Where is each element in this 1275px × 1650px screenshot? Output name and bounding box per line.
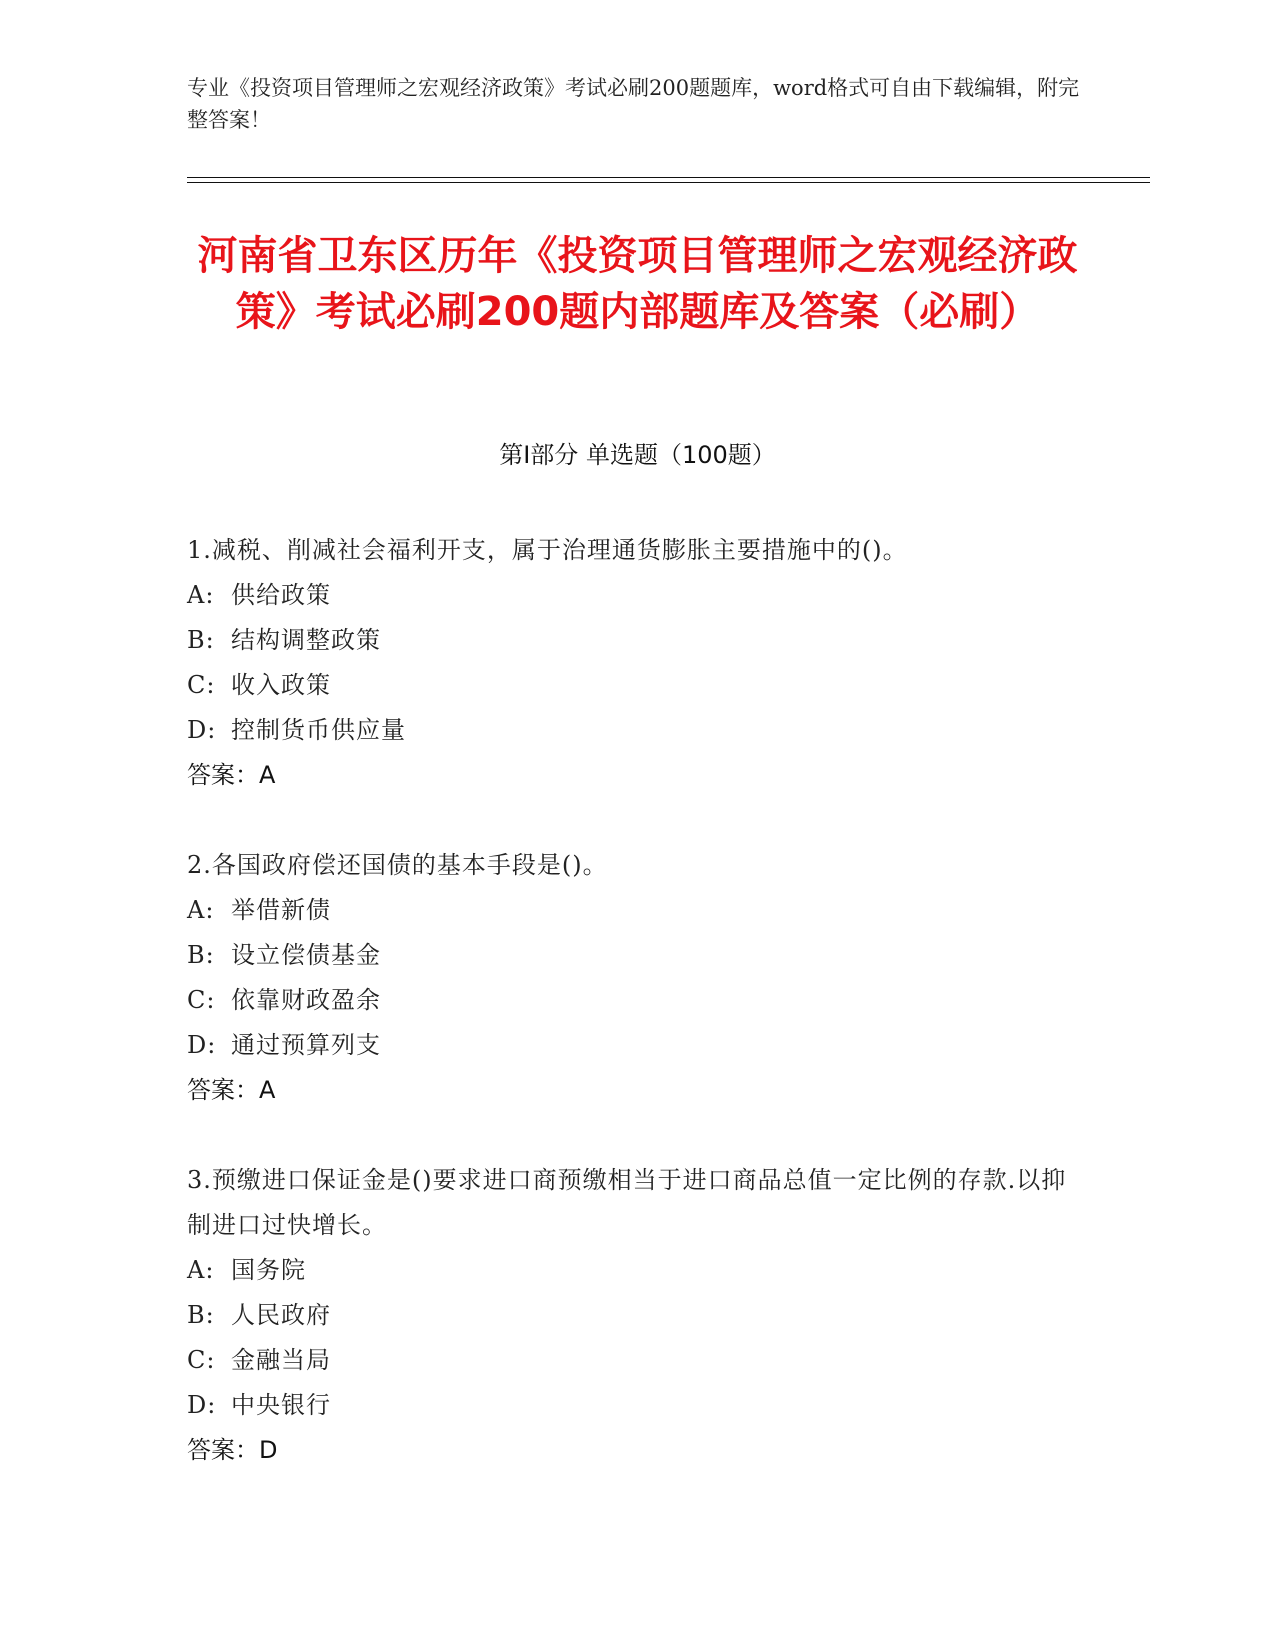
option-b xyxy=(187,933,1067,978)
question-stem: 2.各国政府偿还国债的基本手段是()。 xyxy=(187,851,608,879)
option-text: 通过预算列支 xyxy=(231,1031,381,1059)
option-key: C: xyxy=(187,986,216,1014)
option-key: B: xyxy=(187,626,215,654)
option-key: D: xyxy=(187,716,217,744)
option-d xyxy=(187,708,1067,753)
option-text: 结构调整政策 xyxy=(231,626,381,654)
option-text: 国务院 xyxy=(231,1256,306,1284)
answer: 答案：D xyxy=(187,1436,278,1464)
option-a xyxy=(187,1248,1067,1293)
option-key: B: xyxy=(187,1301,215,1329)
option-text: 供给政策 xyxy=(231,581,331,609)
option-c xyxy=(187,1338,1067,1383)
document-title: 河南省卫东区历年《投资项目管理师之宏观经济政策》考试必刷200题内部题库及答案（必刷） xyxy=(197,233,1078,335)
option-key: B: xyxy=(187,941,215,969)
option-text: 依靠财政盈余 xyxy=(231,986,381,1014)
option-text: 人民政府 xyxy=(231,1301,331,1329)
option-key: C: xyxy=(187,671,216,699)
option-key: D: xyxy=(187,1391,217,1419)
option-text: 金融当局 xyxy=(231,1346,331,1374)
question-3 xyxy=(187,1158,1067,1473)
option-text: 举借新债 xyxy=(231,896,331,924)
question-stem: 1.减税、削减社会福利开支，属于治理通货膨胀主要措施中的()。 xyxy=(187,536,908,564)
header-divider-secondary xyxy=(187,182,1150,183)
option-c xyxy=(187,978,1067,1023)
option-key: A: xyxy=(187,896,215,924)
header-note: 专业《投资项目管理师之宏观经济政策》考试必刷200题题库，word格式可自由下载编辑，附完整答案！ xyxy=(187,76,1080,132)
answer: 答案：A xyxy=(187,761,276,789)
option-key: D: xyxy=(187,1031,217,1059)
option-text: 收入政策 xyxy=(231,671,331,699)
question-stem: 3.预缴进口保证金是()要求进口商预缴相当于进口商品总值一定比例的存款.以抑制进口过快增长。 xyxy=(187,1166,1067,1239)
option-d xyxy=(187,1023,1067,1068)
option-text: 设立偿债基金 xyxy=(231,941,381,969)
option-b xyxy=(187,618,1067,663)
option-a xyxy=(187,573,1067,618)
option-key: C: xyxy=(187,1346,216,1374)
header-divider xyxy=(187,177,1150,178)
option-c xyxy=(187,663,1067,708)
option-b xyxy=(187,1293,1067,1338)
question-1 xyxy=(187,528,1067,798)
question-list xyxy=(187,528,1067,1518)
section-heading: 第Ⅰ部分 单选题（100题） xyxy=(499,441,776,469)
option-a xyxy=(187,888,1067,933)
option-key: A: xyxy=(187,581,215,609)
option-key: A: xyxy=(187,1256,215,1284)
option-text: 中央银行 xyxy=(231,1391,331,1419)
answer: 答案：A xyxy=(187,1076,276,1104)
option-d xyxy=(187,1383,1067,1428)
question-2 xyxy=(187,843,1067,1113)
option-text: 控制货币供应量 xyxy=(231,716,406,744)
